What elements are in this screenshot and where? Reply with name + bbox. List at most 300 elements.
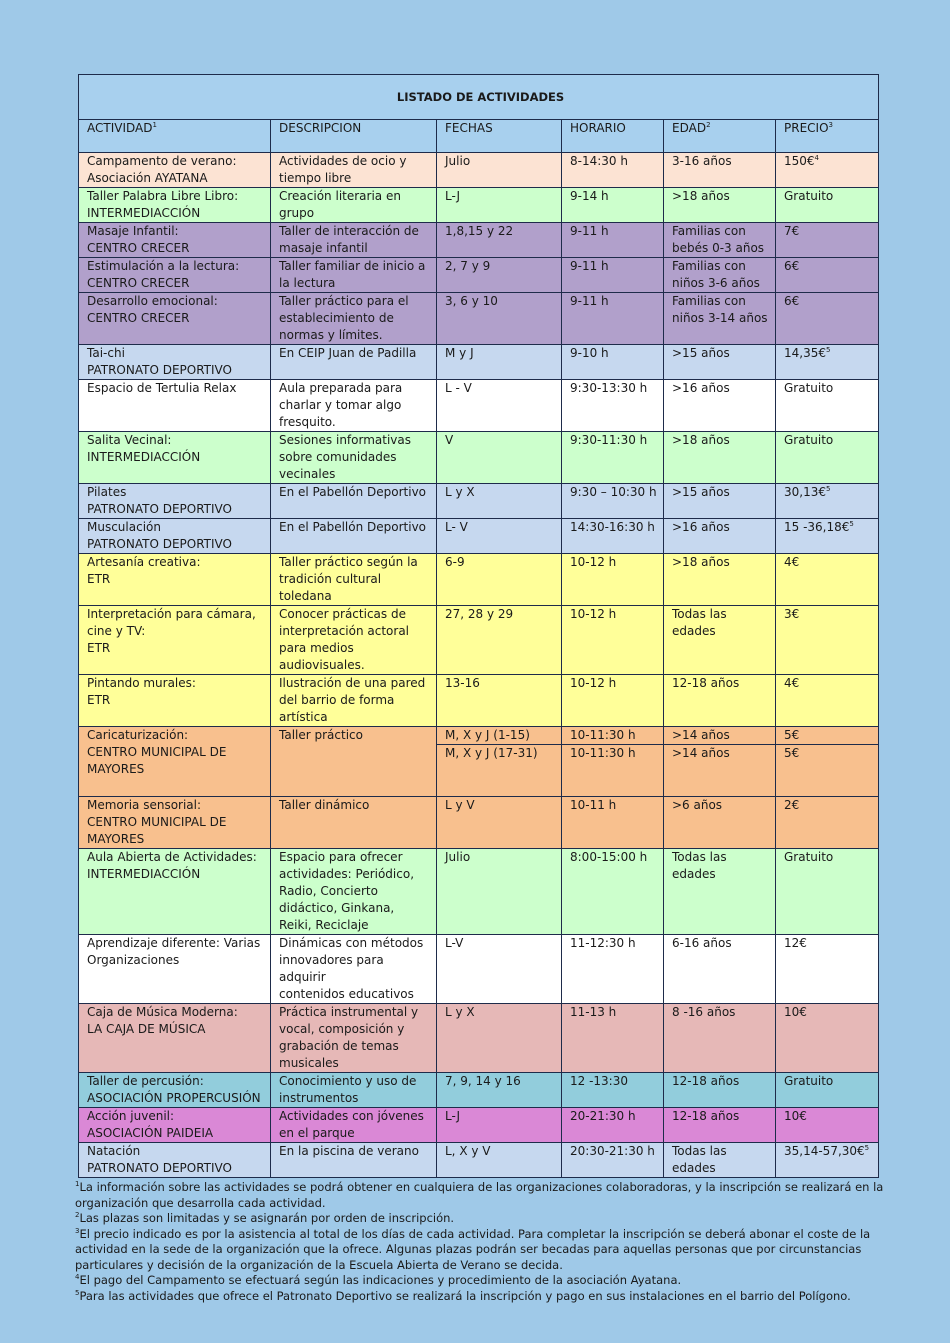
cell-dates-line: 1,8,15 y 22 bbox=[445, 224, 514, 238]
cell-hours bbox=[562, 153, 664, 188]
cell-description-line: actividades: Periódico, bbox=[279, 867, 415, 881]
cell-activity-line: Memoria sensorial: bbox=[87, 798, 202, 812]
cell-description bbox=[271, 484, 437, 519]
cell-price bbox=[776, 606, 879, 675]
cell-activity bbox=[79, 1143, 271, 1178]
cell-description-line: En CEIP Juan de Padilla bbox=[279, 346, 417, 360]
cell-dates bbox=[437, 258, 562, 293]
footnote-ref: 5 bbox=[864, 1144, 870, 1152]
cell-activity-line: CENTRO CRECER bbox=[87, 311, 190, 325]
table-row bbox=[79, 1004, 879, 1073]
cell-activity-line: CENTRO MUNICIPAL DE bbox=[87, 815, 227, 829]
cell-dates-line: M y J bbox=[445, 346, 474, 360]
footnote bbox=[75, 1227, 885, 1274]
cell-description-line: Actividades de ocio y bbox=[279, 154, 407, 168]
cell-age bbox=[664, 1004, 776, 1073]
cell-hours-line: 20-21:30 h bbox=[570, 1109, 636, 1123]
table-row bbox=[79, 188, 879, 223]
cell-dates bbox=[437, 432, 562, 484]
cell-age bbox=[664, 554, 776, 606]
cell-activity-line: CENTRO MUNICIPAL DE bbox=[87, 745, 227, 759]
cell-activity bbox=[79, 554, 271, 606]
cell-price-line: Gratuito bbox=[784, 381, 834, 395]
cell-description-line: Ilustración de una pared bbox=[279, 676, 426, 690]
cell-activity-line: ASOCIACIÓN PAIDEIA bbox=[87, 1126, 214, 1140]
cell-dates bbox=[437, 153, 562, 188]
cell-dates bbox=[437, 797, 562, 849]
col-header-hours: HORARIO bbox=[562, 120, 664, 153]
table-row bbox=[79, 258, 879, 293]
cell-activity bbox=[79, 675, 271, 727]
cell-activity-line: Campamento de verano: bbox=[87, 154, 237, 168]
cell-activity bbox=[79, 380, 271, 432]
cell-price bbox=[776, 293, 879, 345]
cell-activity bbox=[79, 258, 271, 293]
cell-age-line: >15 años bbox=[672, 346, 730, 360]
cell-price-line: 2€ bbox=[784, 798, 800, 812]
cell-activity-line: Aprendizaje diferente: Varias bbox=[87, 936, 261, 950]
cell-activity bbox=[79, 727, 271, 797]
cell-description-line: fresquito. bbox=[279, 415, 336, 429]
cell-price bbox=[776, 519, 879, 554]
cell-description-line: artística bbox=[279, 710, 328, 724]
footnotes bbox=[75, 1180, 885, 1304]
cell-dates-line: 13-16 bbox=[445, 676, 480, 690]
cell-dates-line: M, X y J (1-15) bbox=[445, 728, 530, 742]
cell-description-line: Radio, Concierto bbox=[279, 884, 378, 898]
cell-activity-line: Taller de percusión: bbox=[87, 1074, 204, 1088]
cell-activity-line: Caja de Música Moderna: bbox=[87, 1005, 238, 1019]
cell-dates-line: 27, 28 y 29 bbox=[445, 607, 514, 621]
cell-activity bbox=[79, 606, 271, 675]
cell-price-line: 30,13€$^5$ bbox=[784, 485, 831, 499]
cell-activity-line: Desarrollo emocional: bbox=[87, 294, 218, 308]
cell-dates bbox=[437, 1073, 562, 1108]
footnote-number: 5 bbox=[75, 1288, 80, 1297]
cell-description-line: En la piscina de verano bbox=[279, 1144, 419, 1158]
cell-activity bbox=[79, 797, 271, 849]
cell-price-line: Gratuito bbox=[784, 433, 834, 447]
cell-description bbox=[271, 935, 437, 1004]
cell-age-line: bebés 0-3 años bbox=[672, 241, 765, 255]
cell-age-line: >14 años bbox=[672, 728, 730, 742]
cell-activity-line: cine y TV: bbox=[87, 624, 146, 638]
footnote-ref: 5 bbox=[826, 485, 831, 493]
cell-description-line: Taller práctico según la bbox=[279, 555, 418, 569]
cell-description-line: sobre comunidades bbox=[279, 450, 397, 464]
cell-description-line: audiovisuales. bbox=[279, 658, 365, 672]
cell-activity bbox=[79, 1108, 271, 1143]
cell-age-line: edades bbox=[672, 867, 716, 881]
col-header-activity: ACTIVIDAD$^1$ bbox=[79, 120, 271, 153]
cell-description bbox=[271, 293, 437, 345]
cell-description-line: innovadores para adquirir bbox=[279, 953, 384, 984]
cell-description-line: Aula preparada para bbox=[279, 381, 403, 395]
cell-description-line: didáctico, Ginkana, bbox=[279, 901, 395, 915]
cell-description-line: del barrio de forma bbox=[279, 693, 395, 707]
cell-price-line: 3€ bbox=[784, 607, 800, 621]
cell-description bbox=[271, 188, 437, 223]
cell-age bbox=[664, 188, 776, 223]
footnote-ref: 5 bbox=[849, 520, 854, 528]
cell-hours-line: 9-11 h bbox=[570, 259, 609, 273]
cell-age bbox=[664, 727, 776, 797]
cell-activity-line: Pintando murales: bbox=[87, 676, 196, 690]
cell-price-line: 15 -36,18€$^5$ bbox=[784, 520, 854, 534]
cell-dates bbox=[437, 1108, 562, 1143]
cell-age bbox=[664, 153, 776, 188]
footnote-number: 2 bbox=[75, 1211, 80, 1220]
cell-age-line: Todas las bbox=[672, 607, 727, 621]
cell-description-line: grabación de temas bbox=[279, 1039, 399, 1053]
cell-description-line: masaje infantil bbox=[279, 241, 368, 255]
cell-hours bbox=[562, 675, 664, 727]
cell-description bbox=[271, 1143, 437, 1178]
cell-price-line: Gratuito bbox=[784, 1074, 834, 1088]
cell-description-line: establecimiento de bbox=[279, 311, 394, 325]
cell-dates bbox=[437, 675, 562, 727]
cell-age bbox=[664, 223, 776, 258]
cell-activity bbox=[79, 153, 271, 188]
cell-activity-line: INTERMEDIACCIÓN bbox=[87, 206, 201, 220]
cell-description-line: Conocimiento y uso de bbox=[279, 1074, 417, 1088]
cell-description bbox=[271, 554, 437, 606]
footnote bbox=[75, 1289, 885, 1305]
cell-hours bbox=[562, 1108, 664, 1143]
cell-description-line: vecinales bbox=[279, 467, 336, 481]
table-row bbox=[79, 606, 879, 675]
cell-description-line: normas y límites. bbox=[279, 328, 383, 342]
cell-hours bbox=[562, 380, 664, 432]
cell-description-line: Taller dinámico bbox=[279, 798, 370, 812]
cell-price bbox=[776, 675, 879, 727]
cell-hours-line: 9:30 – 10:30 h bbox=[570, 485, 657, 499]
cell-description-line: contenidos educativos bbox=[279, 987, 414, 1001]
cell-age-line: >18 años bbox=[672, 555, 730, 569]
activities-table bbox=[78, 74, 879, 1178]
cell-hours-line: 8:00-15:00 h bbox=[570, 850, 648, 864]
cell-description-line: grupo bbox=[279, 206, 315, 220]
cell-hours-line: 9-11 h bbox=[570, 294, 609, 308]
cell-price bbox=[776, 1108, 879, 1143]
cell-price-line: 5€ bbox=[784, 728, 800, 742]
table-row bbox=[79, 484, 879, 519]
cell-hours bbox=[562, 1073, 664, 1108]
cell-price bbox=[776, 849, 879, 935]
cell-activity-line: MAYORES bbox=[87, 762, 145, 776]
cell-activity bbox=[79, 935, 271, 1004]
cell-activity bbox=[79, 1004, 271, 1073]
cell-description bbox=[271, 345, 437, 380]
cell-activity-line: Asociación AYATANA bbox=[87, 171, 208, 185]
cell-dates bbox=[437, 1143, 562, 1178]
table-row bbox=[79, 519, 879, 554]
table-title: LISTADO DE ACTIVIDADES bbox=[79, 75, 879, 120]
cell-price-line: 4€ bbox=[784, 555, 800, 569]
footnote bbox=[75, 1211, 885, 1227]
cell-description-line: Taller práctico para el bbox=[279, 294, 409, 308]
cell-description bbox=[271, 849, 437, 935]
cell-activity-line: Espacio de Tertulia Relax bbox=[87, 381, 237, 395]
cell-hours bbox=[562, 223, 664, 258]
cell-activity-line: ASOCIACIÓN PROPERCUSIÓN bbox=[87, 1091, 261, 1105]
cell-description-line: Taller práctico bbox=[279, 728, 363, 742]
cell-description-line: Conocer prácticas de bbox=[279, 607, 406, 621]
cell-age-line: edades bbox=[672, 1161, 716, 1175]
table-row bbox=[79, 1073, 879, 1108]
cell-dates-line: 3, 6 y 10 bbox=[445, 294, 498, 308]
cell-age-line: >18 años bbox=[672, 433, 730, 447]
cell-hours bbox=[562, 258, 664, 293]
cell-age bbox=[664, 849, 776, 935]
cell-dates bbox=[437, 519, 562, 554]
cell-dates bbox=[437, 1004, 562, 1073]
cell-hours-line: 10-11 h bbox=[570, 798, 617, 812]
cell-price-line: 10€ bbox=[784, 1109, 807, 1123]
cell-description-line: en el parque bbox=[279, 1126, 355, 1140]
cell-activity-line: Tai-chi bbox=[87, 346, 125, 360]
cell-dates-line: L y V bbox=[445, 798, 475, 812]
cell-description-line: En el Pabellón Deportivo bbox=[279, 485, 427, 499]
activities-sheet bbox=[78, 74, 878, 1178]
cell-activity bbox=[79, 484, 271, 519]
cell-description-line: para medios bbox=[279, 641, 354, 655]
table-row bbox=[79, 935, 879, 1004]
cell-age bbox=[664, 675, 776, 727]
cell-age-line: Todas las bbox=[672, 850, 727, 864]
cell-age bbox=[664, 345, 776, 380]
col-header-price: PRECIO$^3$ bbox=[776, 120, 879, 153]
cell-age bbox=[664, 484, 776, 519]
cell-age-line: 6-16 años bbox=[672, 936, 732, 950]
cell-activity bbox=[79, 345, 271, 380]
footnote-number: 4 bbox=[75, 1273, 80, 1282]
cell-description-line: la lectura bbox=[279, 276, 336, 290]
cell-hours bbox=[562, 606, 664, 675]
cell-age-line: 3-16 años bbox=[672, 154, 732, 168]
cell-hours-line: 11-12:30 h bbox=[570, 936, 636, 950]
cell-hours-line: 9-11 h bbox=[570, 224, 609, 238]
cell-hours bbox=[562, 293, 664, 345]
cell-activity bbox=[79, 188, 271, 223]
cell-age-line: >14 años bbox=[664, 744, 775, 762]
cell-hours-line: 11-13 h bbox=[570, 1005, 617, 1019]
cell-activity-line: Natación bbox=[87, 1144, 141, 1158]
cell-dates-line: Julio bbox=[445, 154, 471, 168]
cell-age bbox=[664, 1108, 776, 1143]
cell-age bbox=[664, 432, 776, 484]
cell-hours-line: 10-12 h bbox=[570, 676, 617, 690]
cell-activity-line: Acción juvenil: bbox=[87, 1109, 175, 1123]
cell-age bbox=[664, 935, 776, 1004]
table-row bbox=[79, 153, 879, 188]
cell-age-line: niños 3-6 años bbox=[672, 276, 760, 290]
cell-hours-line: 12 -13:30 bbox=[570, 1074, 628, 1088]
cell-price bbox=[776, 1004, 879, 1073]
cell-description bbox=[271, 519, 437, 554]
cell-activity-line: Artesanía creativa: bbox=[87, 555, 201, 569]
cell-hours-line: 8-14:30 h bbox=[570, 154, 628, 168]
cell-description-line: Práctica instrumental y bbox=[279, 1005, 419, 1019]
cell-price-line: Gratuito bbox=[784, 850, 834, 864]
cell-dates-line: L, X y V bbox=[445, 1144, 491, 1158]
cell-dates bbox=[437, 484, 562, 519]
footnote-text: Las plazas son limitadas y se asignarán por orden de inscripción. bbox=[79, 1211, 455, 1225]
cell-hours bbox=[562, 554, 664, 606]
cell-description-line: tiempo libre bbox=[279, 171, 352, 185]
cell-dates bbox=[437, 849, 562, 935]
cell-dates-line: 6-9 bbox=[445, 555, 465, 569]
cell-price-line: 150€$^4$ bbox=[784, 154, 820, 168]
cell-dates bbox=[437, 554, 562, 606]
cell-price-line: 35,14-57,30€$^5$ bbox=[784, 1144, 870, 1158]
cell-description bbox=[271, 380, 437, 432]
cell-description bbox=[271, 153, 437, 188]
cell-price bbox=[776, 484, 879, 519]
cell-activity-line: Musculación bbox=[87, 520, 161, 534]
cell-activity-line: ETR bbox=[87, 693, 111, 707]
table-row bbox=[79, 1108, 879, 1143]
cell-hours bbox=[562, 484, 664, 519]
cell-age bbox=[664, 293, 776, 345]
cell-dates-line: 7, 9, 14 y 16 bbox=[445, 1074, 521, 1088]
cell-hours bbox=[562, 1004, 664, 1073]
cell-activity-line: ETR bbox=[87, 572, 111, 586]
cell-hours-line: 10-11:30 h bbox=[562, 744, 663, 762]
cell-hours-line: 9-10 h bbox=[570, 346, 609, 360]
cell-price bbox=[776, 554, 879, 606]
cell-hours bbox=[562, 797, 664, 849]
cell-dates-line: L- V bbox=[445, 520, 468, 534]
cell-dates-line: L-J bbox=[445, 189, 461, 203]
cell-hours-line: 9-14 h bbox=[570, 189, 609, 203]
cell-description-line: charlar y tomar algo bbox=[279, 398, 402, 412]
cell-activity-line: Caricaturización: bbox=[87, 728, 189, 742]
table-row bbox=[79, 675, 879, 727]
cell-hours-line: 10-12 h bbox=[570, 607, 617, 621]
table-row bbox=[79, 1143, 879, 1178]
cell-description-line: instrumentos bbox=[279, 1091, 359, 1105]
cell-age bbox=[664, 606, 776, 675]
cell-age-line: >18 años bbox=[672, 189, 730, 203]
cell-activity-line: Aula Abierta de Actividades: bbox=[87, 850, 257, 864]
col-header-age: EDAD$^2$ bbox=[664, 120, 776, 153]
table-row bbox=[79, 727, 879, 797]
cell-price bbox=[776, 935, 879, 1004]
cell-dates-line: M, X y J (17-31) bbox=[437, 744, 561, 762]
footnote-text: Para las actividades que ofrece el Patronato Deportivo se realizará la inscripción y pago en sus instalaciones en el barrio del Polígono. bbox=[79, 1288, 851, 1303]
cell-activity-line: Interpretación para cámara, bbox=[87, 607, 256, 621]
cell-age-line: 12-18 años bbox=[672, 676, 740, 690]
cell-dates-line: L-V bbox=[445, 936, 464, 950]
cell-description-line: Creación literaria en bbox=[279, 189, 401, 203]
cell-dates bbox=[437, 223, 562, 258]
cell-hours-line: 14:30-16:30 h bbox=[570, 520, 655, 534]
cell-dates-line: Julio bbox=[445, 850, 471, 864]
header-row bbox=[79, 120, 879, 153]
cell-activity-line: PATRONATO DEPORTIVO bbox=[87, 363, 232, 377]
cell-description bbox=[271, 797, 437, 849]
cell-dates bbox=[437, 293, 562, 345]
cell-price bbox=[776, 153, 879, 188]
cell-dates bbox=[437, 345, 562, 380]
cell-activity-line: LA CAJA DE MÚSICA bbox=[87, 1022, 206, 1036]
table-row bbox=[79, 554, 879, 606]
cell-age-line: Familias con bbox=[672, 224, 746, 238]
cell-hours bbox=[562, 188, 664, 223]
cell-dates bbox=[437, 727, 562, 797]
cell-activity bbox=[79, 1073, 271, 1108]
cell-description bbox=[271, 223, 437, 258]
cell-activity-line: CENTRO CRECER bbox=[87, 241, 190, 255]
footnote-text: El precio indicado es por la asistencia al total de los días de cada actividad. Para completar la inscripción se deberá abonar el coste de la actividad en la sede de la organización que la ofrece. Algunas plazas podrán ser becadas para aquellas personas que por circunstancias particulares y decisión de la organización de la Escuela Abierta de Verano se decida. bbox=[75, 1226, 871, 1272]
cell-age-line: Familias con bbox=[672, 259, 746, 273]
cell-activity-line: Organizaciones bbox=[87, 953, 180, 967]
cell-description-line: Sesiones informativas bbox=[279, 433, 411, 447]
cell-activity-line: Masaje Infantil: bbox=[87, 224, 179, 238]
cell-description bbox=[271, 727, 437, 797]
cell-dates-line: L-J bbox=[445, 1109, 461, 1123]
cell-description bbox=[271, 675, 437, 727]
col-header-dates: FECHAS bbox=[437, 120, 562, 153]
cell-dates-line: L - V bbox=[445, 381, 472, 395]
cell-activity-line: Taller Palabra Libre Libro: bbox=[87, 189, 239, 203]
cell-hours bbox=[562, 432, 664, 484]
cell-hours bbox=[562, 935, 664, 1004]
cell-price bbox=[776, 188, 879, 223]
footnote-number: 3 bbox=[75, 1226, 80, 1235]
cell-activity bbox=[79, 293, 271, 345]
cell-description bbox=[271, 1108, 437, 1143]
cell-dates bbox=[437, 380, 562, 432]
cell-price-line: 7€ bbox=[784, 224, 800, 238]
cell-hours-line: 9:30-11:30 h bbox=[570, 433, 648, 447]
table-row bbox=[79, 223, 879, 258]
cell-age bbox=[664, 1073, 776, 1108]
cell-description-line: toledana bbox=[279, 589, 332, 603]
cell-description bbox=[271, 1004, 437, 1073]
cell-age-line: niños 3-14 años bbox=[672, 311, 768, 325]
cell-hours-line: 9:30-13:30 h bbox=[570, 381, 648, 395]
cell-hours bbox=[562, 519, 664, 554]
table-row bbox=[79, 797, 879, 849]
cell-dates-line: V bbox=[445, 433, 454, 447]
cell-description bbox=[271, 606, 437, 675]
cell-price-line: 5€ bbox=[776, 744, 878, 762]
cell-age-line: >6 años bbox=[672, 798, 723, 812]
cell-dates bbox=[437, 935, 562, 1004]
cell-age-line: >16 años bbox=[672, 520, 730, 534]
cell-price bbox=[776, 797, 879, 849]
cell-price bbox=[776, 258, 879, 293]
cell-price bbox=[776, 1073, 879, 1108]
cell-activity-line: MAYORES bbox=[87, 832, 145, 846]
cell-activity-line: Pilates bbox=[87, 485, 127, 499]
table-row bbox=[79, 345, 879, 380]
cell-activity-line: Estimulación a la lectura: bbox=[87, 259, 240, 273]
cell-dates-line: L y X bbox=[445, 1005, 475, 1019]
cell-price-line: 4€ bbox=[784, 676, 800, 690]
cell-description-line: vocal, composición y bbox=[279, 1022, 405, 1036]
table-row bbox=[79, 849, 879, 935]
cell-description-line: musicales bbox=[279, 1056, 339, 1070]
cell-hours-line: 10-11:30 h bbox=[570, 728, 636, 742]
cell-age-line: 8 -16 años bbox=[672, 1005, 736, 1019]
footnote-text: El pago del Campamento se efectuará según las indicaciones y procedimiento de la asociación Ayatana. bbox=[79, 1273, 682, 1287]
cell-activity-line: INTERMEDIACCIÓN bbox=[87, 867, 201, 881]
cell-age-line: 12-18 años bbox=[672, 1109, 740, 1123]
table-row bbox=[79, 293, 879, 345]
